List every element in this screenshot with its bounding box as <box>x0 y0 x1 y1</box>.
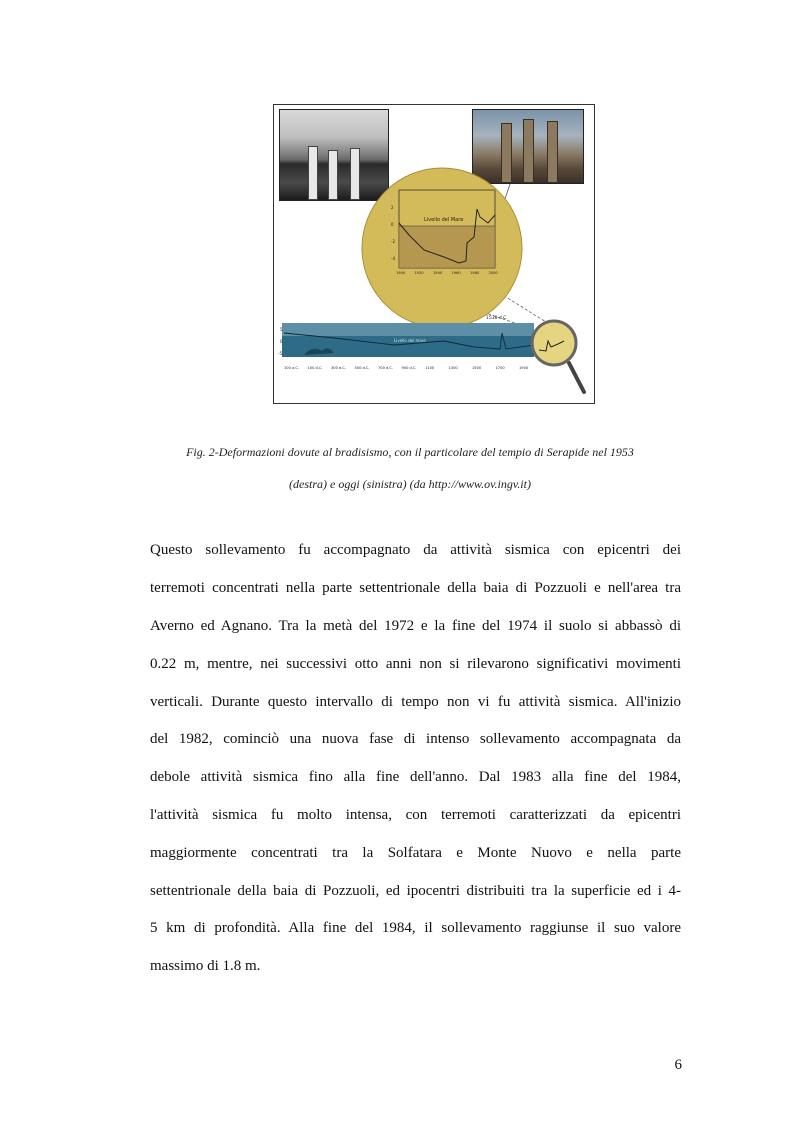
figure-caption-line-2: (destra) e oggi (sinistra) (da http://www.ov.ingv.it) <box>289 477 531 491</box>
timeline-year-label: 1700 <box>495 366 505 370</box>
graph-ytick-label: -4 <box>391 256 395 261</box>
svg-text:5: 5 <box>280 327 283 332</box>
paragraph-line: debole attività sismica fino alla fine dell'anno. Dal 1983 alla fine del 1984, <box>150 769 681 785</box>
timeline-year-label: 900 d.C. <box>401 366 417 370</box>
paragraph-line: settentrionale della baia di Pozzuoli, ed ipocentri distribuiti tra la superficie ed i 4- <box>150 883 681 899</box>
graph-ytick-label: 0 <box>391 222 394 227</box>
magnifier-handle <box>569 363 584 392</box>
figure-graphics <box>274 105 596 405</box>
timeline-year-label: 1900 <box>519 366 529 370</box>
timeline-year-label: 300 d.C. <box>331 366 347 370</box>
graph-year-label: 1920 <box>414 271 424 275</box>
svg-text:0: 0 <box>280 339 283 344</box>
graph-year-label: 2000 <box>488 271 498 275</box>
paragraph-line: massimo di 1.8 m. <box>150 958 261 974</box>
svg-text:-5: -5 <box>278 351 282 356</box>
paragraph-line: terremoti concentrati nella parte settentrionale della baia di Pozzuoli e nell'area tra <box>150 580 681 596</box>
timeline-marker: 1538 d.C. <box>486 316 508 321</box>
timeline-label: Livello del mare <box>394 338 426 343</box>
timeline-year-label: 1100 <box>425 366 435 370</box>
timeline-year-label: 500 d.C. <box>354 366 370 370</box>
figure-caption-line-1: Fig. 2-Deformazioni dovute al bradisismo, con il particolare del tempio di Serapide nel 1953 <box>186 445 634 459</box>
paragraph-line: del 1982, cominciò una nuova fase di intenso sollevamento accompagnata da <box>150 731 681 747</box>
paragraph-line: verticali. Durante questo intervallo di tempo non vi fu attività sismica. All'inizio <box>150 694 681 710</box>
timeline-upper-band <box>282 323 534 336</box>
magnifier-icon <box>532 321 576 365</box>
timeline-year-label: 1300 <box>448 366 458 370</box>
timeline-year-label: 1500 <box>472 366 482 370</box>
paragraph-line: 5 km di profondità. Alla fine del 1984, il sollevamento raggiunse il suo valore <box>150 920 681 936</box>
timeline-years <box>284 366 529 370</box>
graph-ytick-label: 2 <box>391 205 394 210</box>
graph-year-label: 1980 <box>470 271 480 275</box>
graph-title: Livello del Mare <box>424 217 464 223</box>
paragraph-line: 0.22 m, mentre, nei successivi otto anni non si rilevarono significativi movimenti <box>150 656 681 672</box>
sea-level-graph-fill <box>399 226 495 268</box>
graph-year-label: 1940 <box>433 271 443 275</box>
bradyseism-figure <box>273 104 595 404</box>
timeline-year-label: 100 a.C. <box>284 366 299 370</box>
graph-year-label: 1900 <box>396 271 406 275</box>
timeline-year-label: 700 d.C. <box>378 366 394 370</box>
graph-year-label: 1960 <box>451 271 461 275</box>
paragraph-line: Questo sollevamento fu accompagnato da attività sismica con epicentri dei <box>150 542 681 558</box>
paragraph-line: Averno ed Agnano. Tra la metà del 1972 e la fine del 1974 il suolo si abbassò di <box>150 618 681 634</box>
paragraph-line: maggiormente concentrati tra la Solfatara e Monte Nuovo e nella parte <box>150 845 681 861</box>
page-number: 6 <box>674 1057 682 1073</box>
timeline-year-label: 100 d.C. <box>307 366 323 370</box>
graph-ytick-label: -2 <box>391 239 395 244</box>
paragraph-line: l'attività sismica fu molto intensa, con terremoti caratterizzati da epicentri <box>150 807 681 823</box>
